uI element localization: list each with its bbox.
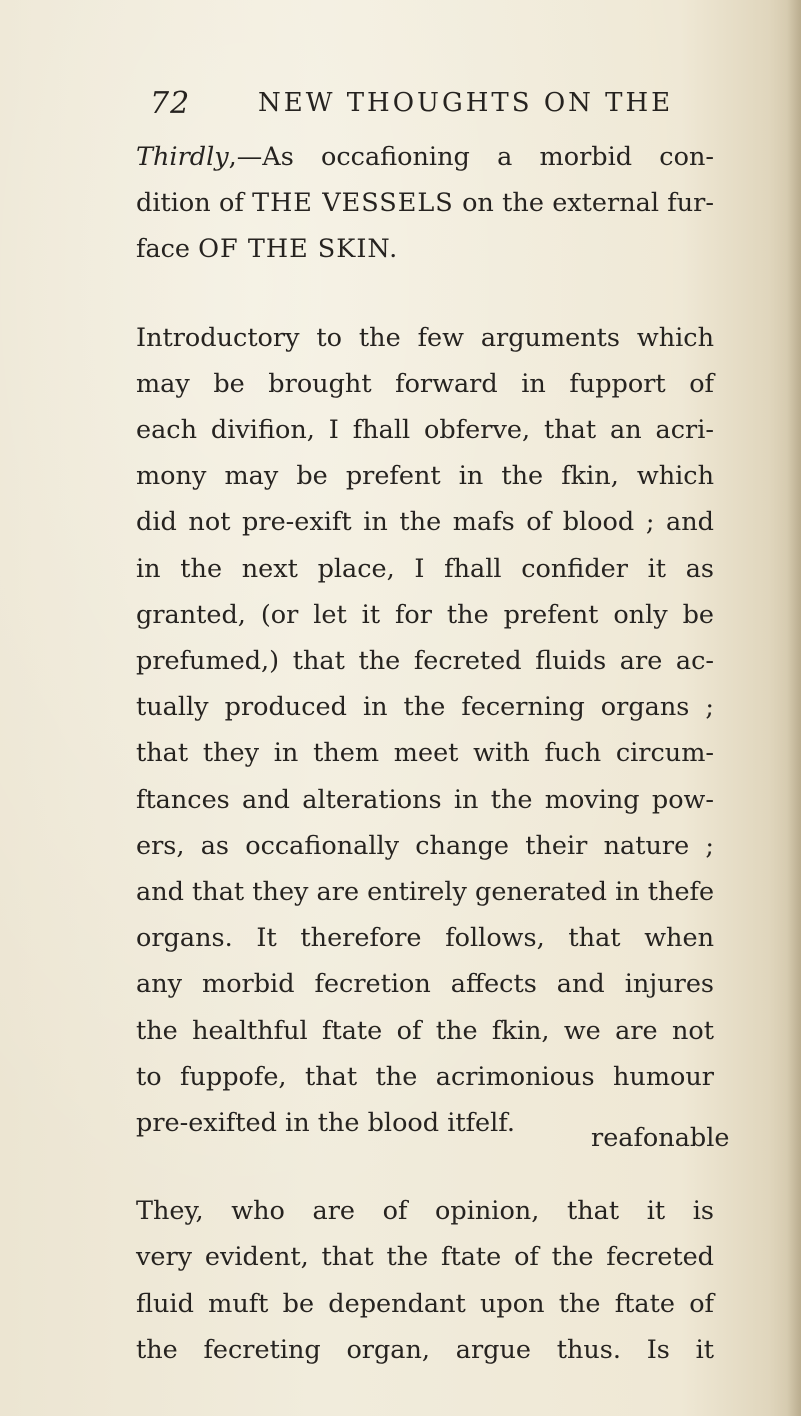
text-line: very evident, that the ftate of the fecreted bbox=[136, 1242, 714, 1273]
text-fragment: face bbox=[136, 234, 199, 265]
small-caps-phrase: THE VESSELS bbox=[252, 188, 454, 219]
paragraph-thirdly bbox=[106, 134, 714, 273]
body-text bbox=[106, 134, 714, 1373]
page-number: 72 bbox=[150, 86, 191, 121]
running-head bbox=[150, 86, 674, 126]
running-head-title: NEW THOUGHTS ON THE bbox=[258, 88, 674, 118]
text-line: fluid muft be dependant upon the ftate of bbox=[136, 1288, 714, 1319]
text-line: in the next place, I fhall confider it as bbox=[136, 553, 714, 584]
text-line: pre-exifted in the blood itfelf. bbox=[136, 1108, 515, 1139]
page-edge-shadow bbox=[787, 0, 801, 1416]
text-line: ers, as occafionally change their nature ; bbox=[136, 830, 714, 861]
text-line bbox=[106, 134, 714, 180]
text-line: the fecreting organ, argue thus. Is it bbox=[136, 1334, 714, 1365]
text-fragment: on the external fur- bbox=[453, 188, 714, 219]
text-line: may be brought forward in fupport of bbox=[136, 368, 714, 399]
text-line: that they in them meet with fuch circum- bbox=[136, 738, 714, 769]
text-line: mony may be prefent in the fkin, which bbox=[136, 461, 714, 492]
text-line: tually produced in the fecerning organs ; bbox=[136, 692, 714, 723]
text-line: granted, (or let it for the prefent only be bbox=[136, 599, 714, 630]
text-line: organs. It therefore follows, that when bbox=[136, 923, 714, 954]
catchword: reafonable bbox=[591, 1123, 730, 1153]
text-line: did not pre-exift in the mafs of blood ; and bbox=[136, 507, 714, 538]
text-line: They, who are of opinion, that it is bbox=[136, 1196, 714, 1227]
italic-word: Thirdly bbox=[136, 142, 229, 172]
text-line: the healthful ftate of the fkin, we are not bbox=[136, 1015, 714, 1046]
text-line bbox=[106, 226, 714, 272]
text-line bbox=[106, 180, 714, 226]
thirdly-text: Thirdly,—As occafioning a morbid con- bbox=[136, 142, 714, 172]
text-line: any morbid fecretion affects and injures bbox=[136, 969, 714, 1000]
text-line: each divifion, I fhall obferve, that an acri- bbox=[136, 415, 714, 446]
text-line: prefumed,) that the fecreted fluids are ac- bbox=[136, 646, 714, 677]
small-caps-phrase: OF THE SKIN. bbox=[198, 234, 399, 265]
text-line: and that they are entirely generated in thefe bbox=[136, 877, 715, 908]
paragraph-introductory bbox=[106, 315, 714, 1147]
text-fragment: dition of bbox=[136, 188, 253, 219]
text-line: to fuppofe, that the acrimonious humour bbox=[136, 1061, 714, 1092]
text-line: ftances and alterations in the moving pow- bbox=[136, 784, 714, 815]
text-line: Introductory to the few arguments which bbox=[136, 322, 714, 353]
paragraph-they bbox=[106, 1188, 714, 1373]
